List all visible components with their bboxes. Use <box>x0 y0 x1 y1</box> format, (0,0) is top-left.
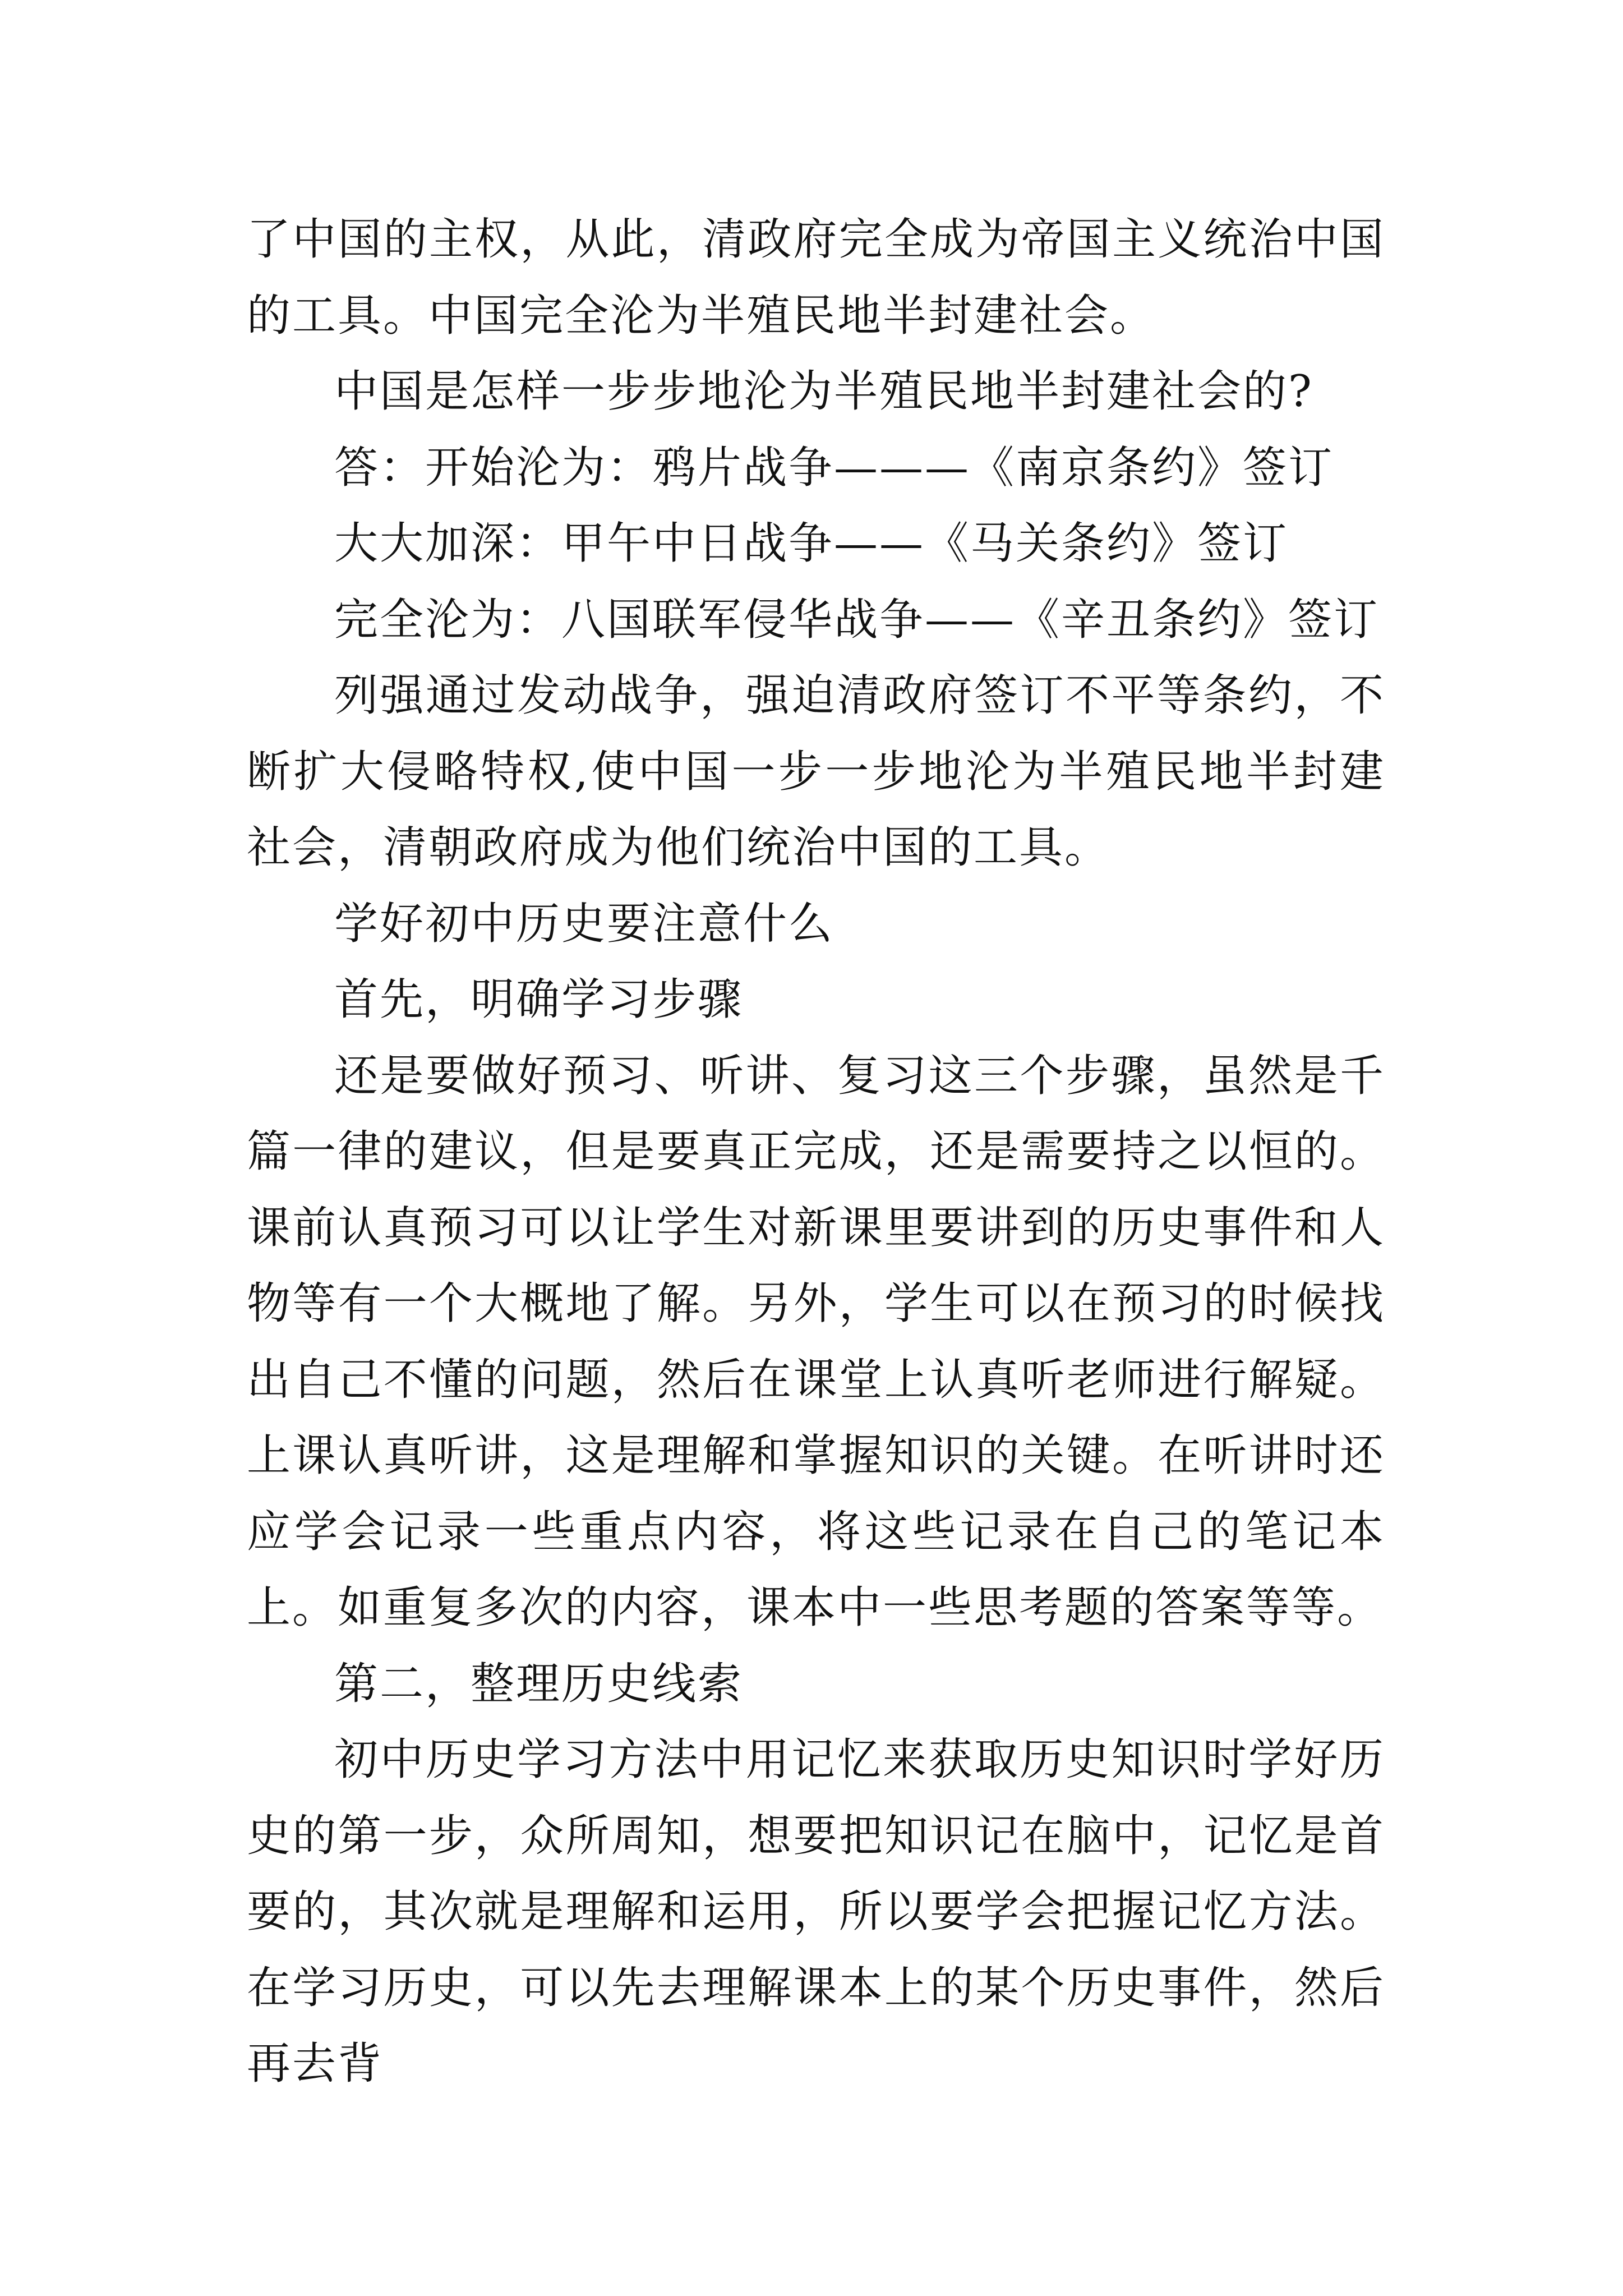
section-heading-study-tips: 学好初中历史要注意什么 <box>334 898 834 949</box>
paragraph-answer-complete: 完全沦为：八国联军侵华战争——《辛丑条约》签订 <box>334 594 1380 645</box>
paragraph-study-steps: 还是要做好预习、听讲、复习这三个步骤，虽然是千篇一律的建议，但是要真正完成，还是需要持之以恒的。课前认真预习可以让学生对新课里要讲到的历史事件和人物等有一个大概地了解。另外，学生可以在预习的时候找出自己不懂的问题，然后在课堂上认真听老师进行解疑。上课认真听讲，这是理解和掌握知识的关键。在听讲时还应学会记录一些重点内容，将这些记录在自己的笔记本上。如重复多次的内容，课本中一些思考题的答案等等。 <box>247 1050 1385 1633</box>
paragraph-answer-deepen: 大大加深：甲午中日战争——《马关条约》签订 <box>334 518 1289 569</box>
subheading-first-steps: 首先，明确学习步骤 <box>334 974 744 1025</box>
paragraph-answer-begin: 答：开始沦为：鸦片战争———《南京条约》签订 <box>334 442 1334 493</box>
subheading-second-clues: 第二，整理历史线索 <box>334 1658 744 1709</box>
paragraph-sovereignty-continuation: 了中国的主权，从此，清政府完全成为帝国主义统治中国的工具。中国完全沦为半殖民地半封建社会。 <box>247 214 1385 341</box>
paragraph-powers-summary: 列强通过发动战争，强迫清政府签订不平等条约，不断扩大侵略特权,使中国一步一步地沦为半殖民地半封建社会，清朝政府成为他们统治中国的工具。 <box>247 670 1385 873</box>
paragraph-question: 中国是怎样一步步地沦为半殖民地半封建社会的? <box>334 366 1313 417</box>
document-body <box>247 202 1385 2102</box>
paragraph-memory-method: 初中历史学习方法中用记忆来获取历史知识时学好历史的第一步，众所周知，想要把知识记在脑中，记忆是首要的，其次就是理解和运用，所以要学会把握记忆方法。在学习历史，可以先去理解课本上的某个历史事件，然后再去背 <box>247 1734 1385 2089</box>
